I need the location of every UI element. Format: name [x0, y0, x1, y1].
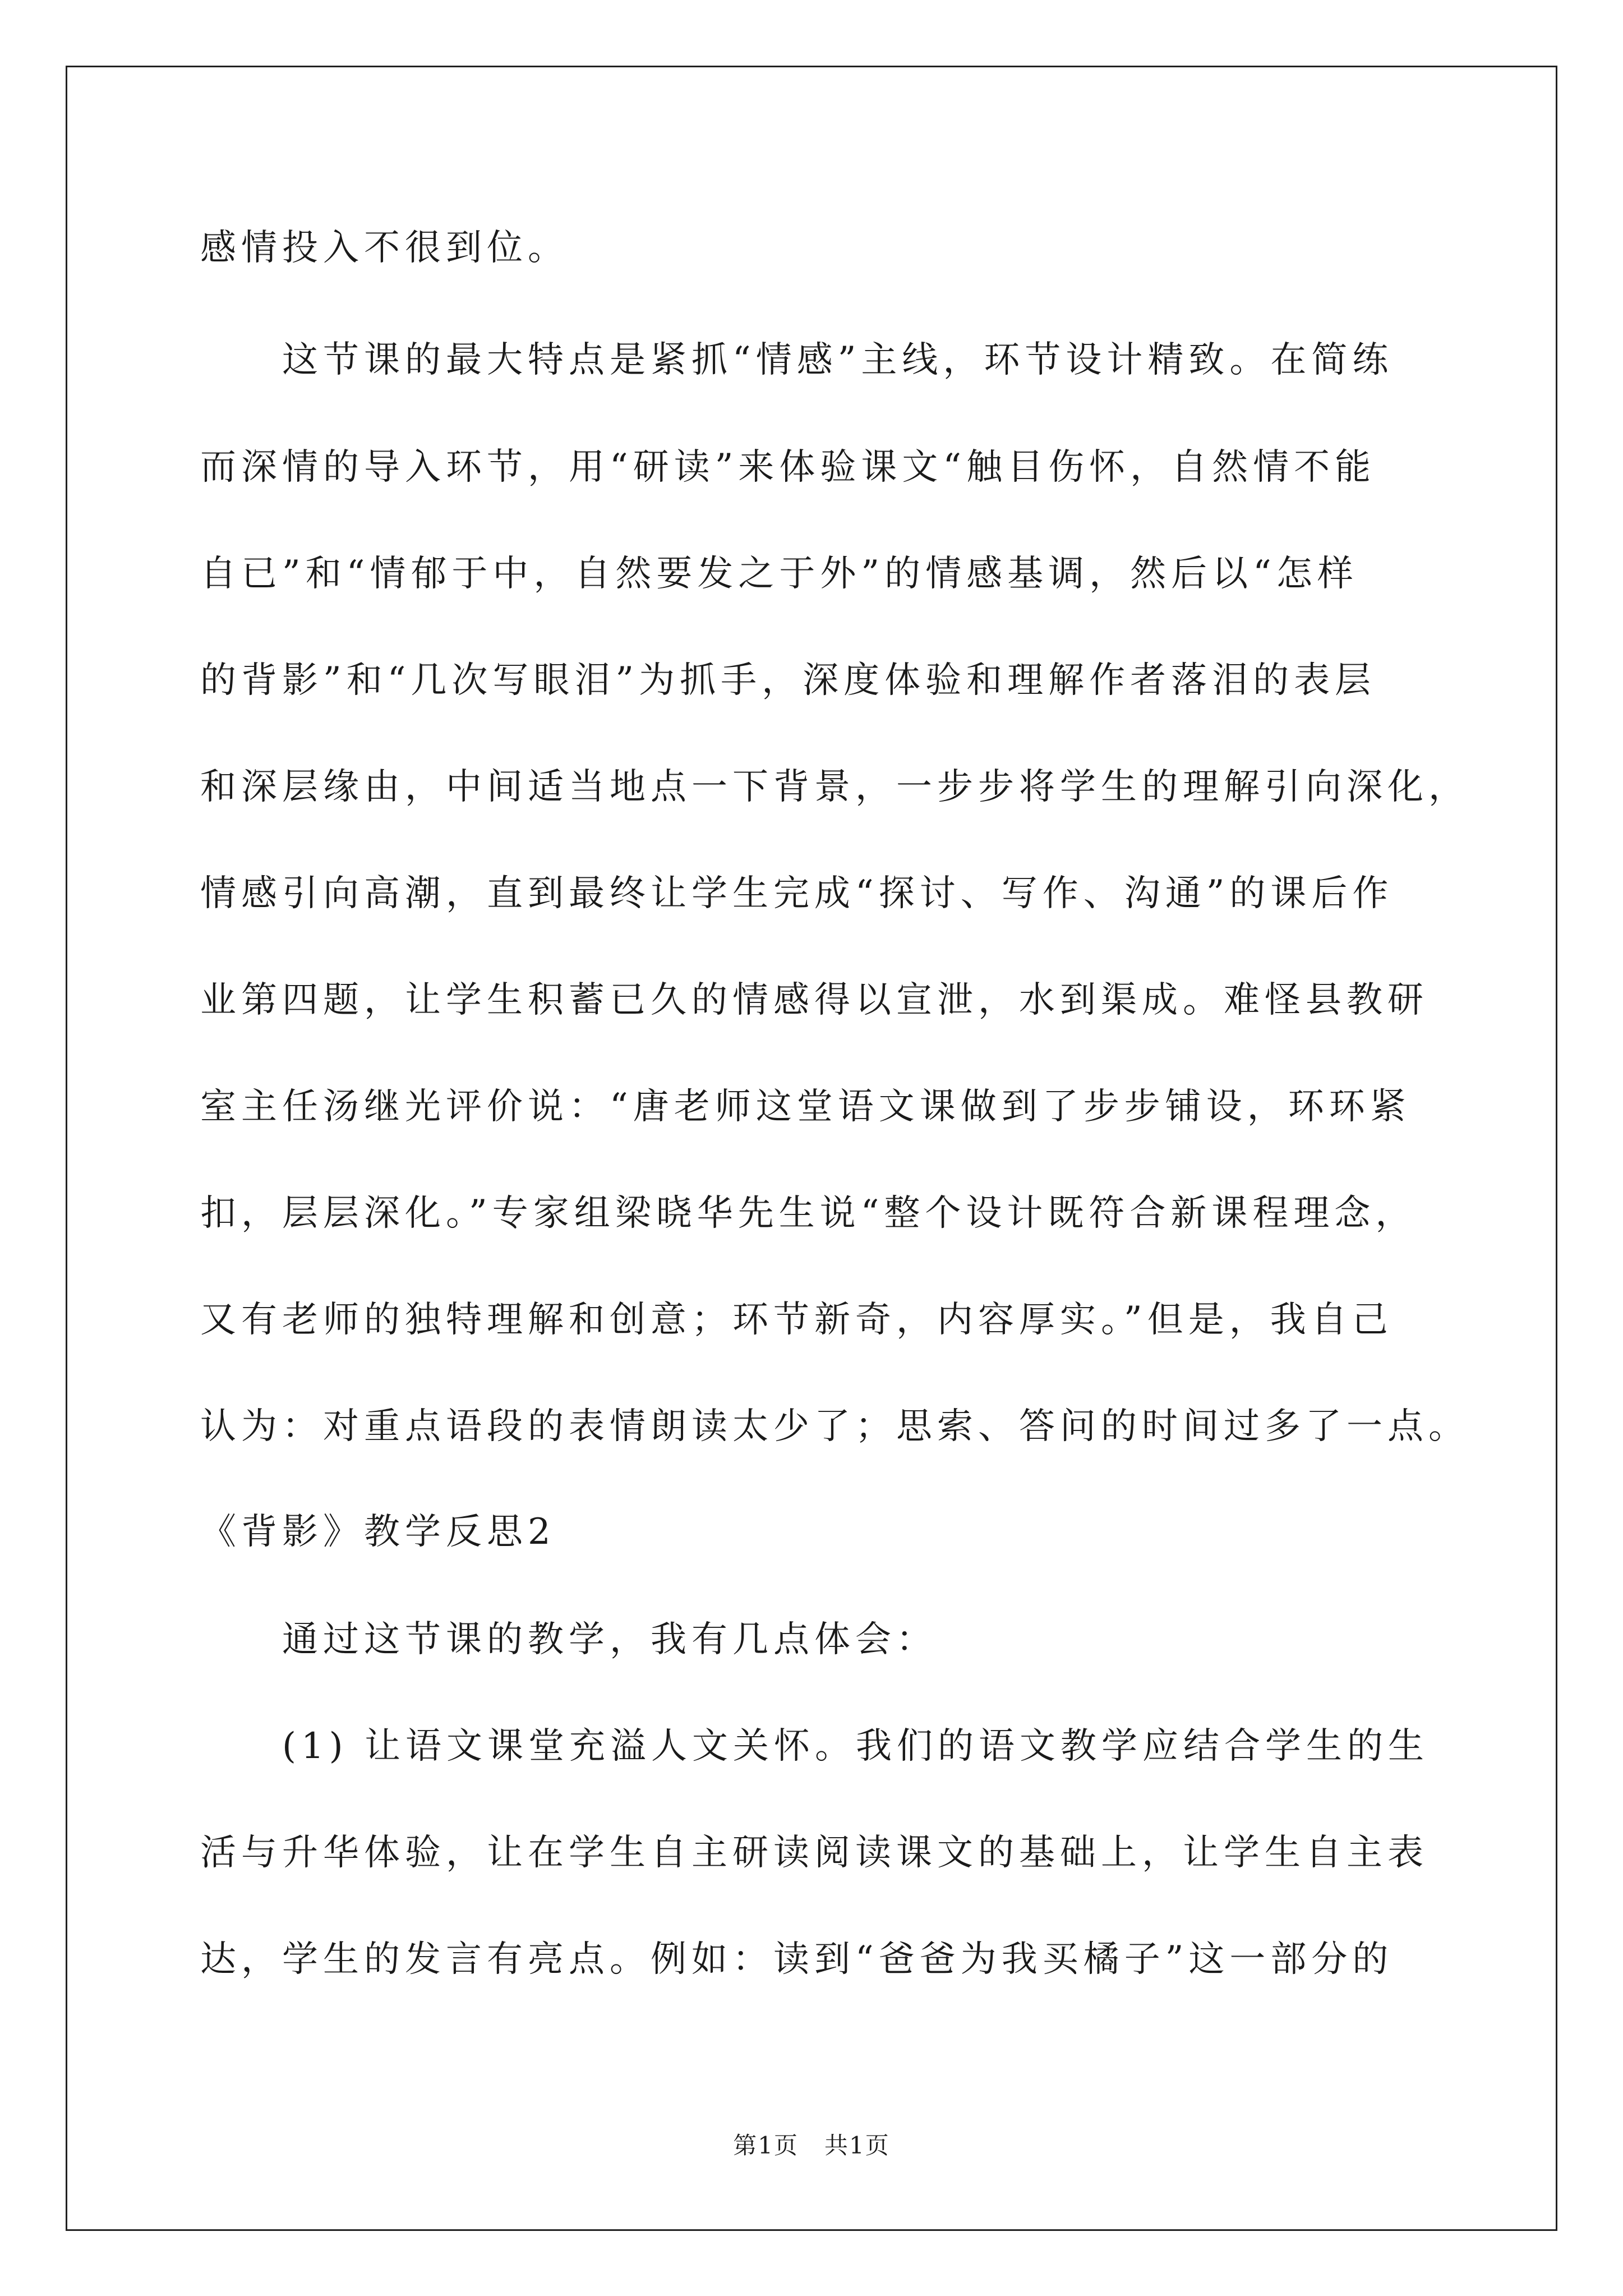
text-line: 情感引向高潮，直到最终让学生完成“探讨、写作、沟通”的课后作 [200, 873, 1394, 914]
page-footer: 第1页 共1页 [733, 2132, 890, 2159]
text-line: 自已”和“情郁于中，自然要发之于外”的情感基调，然后以“怎样 [200, 553, 1358, 595]
text-line: 又有老师的独特理解和创意；环节新奇，内容厚实。”但是，我自己 [200, 1299, 1393, 1341]
text-line: (1) 让语文课堂充溢人文关怀。我们的语文教学应结合学生的生 [200, 1726, 1429, 1767]
section-heading: 《背影》教学反思2 [200, 1511, 556, 1553]
text-line: 的背影”和“几次写眼泪”为抓手，深度体验和理解作者落泪的表层 [200, 660, 1376, 701]
text-line: 而深情的导入环节，用“研读”来体验课文“触目伤怀，自然情不能 [200, 447, 1376, 488]
text-line: 感情投入不很到位。 [200, 227, 569, 269]
text-line: 业第四题，让学生积蓄已久的情感得以宣泄，水到渠成。难怪县教研 [200, 979, 1428, 1021]
text-line: 达，学生的发言有亮点。例如：读到“爸爸为我买橘子”这一部分的 [200, 1939, 1394, 1980]
text-line: 认为：对重点语段的表情朗读太少了；思索、答问的时间过多了一点。 [200, 1406, 1469, 1447]
text-line: 通过这节课的教学，我有几点体会： [200, 1619, 937, 1660]
text-line: 这节课的最大特点是紧抓“情感”主线，环节设计精致。在简练 [200, 339, 1394, 381]
text-line: 扣，层层深化。”专家组梁晓华先生说“整个设计既符合新课程理念， [200, 1193, 1417, 1234]
text-line: 和深层缘由，中间适当地点一下背景，一步步将学生的理解引向深化， [200, 766, 1469, 808]
text-line: 室主任汤继光评价说：“唐老师这堂语文课做到了步步铺设，环环紧 [200, 1086, 1411, 1128]
text-line: 活与升华体验，让在学生自主研读阅读课文的基础上，让学生自主表 [200, 1832, 1428, 1874]
